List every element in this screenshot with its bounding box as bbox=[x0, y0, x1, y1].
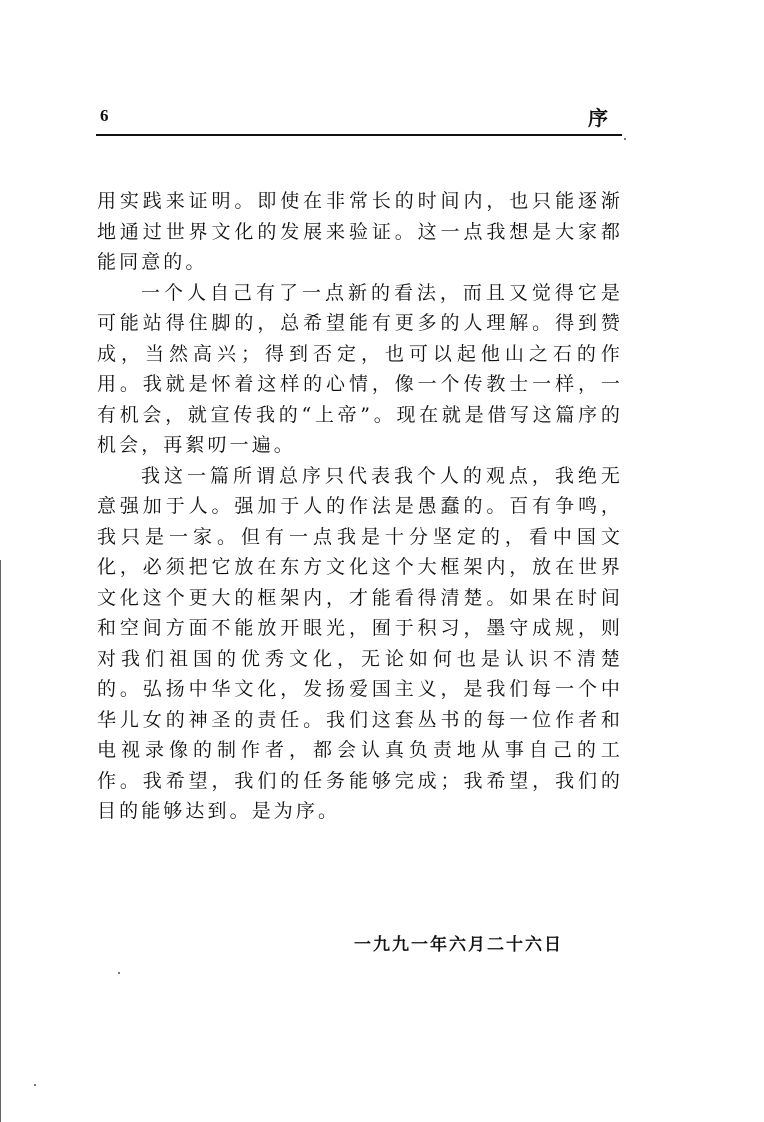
binding-edge-line bbox=[0, 560, 1, 1122]
header-rule bbox=[96, 134, 622, 136]
body-text bbox=[97, 186, 623, 827]
scan-speck bbox=[624, 138, 626, 140]
page-number: 6 bbox=[100, 106, 109, 125]
paragraph-3: 我这一篇所谓总序只代表我个人的观点，我绝无意强加于人。强加于人的作法是愚蠢的。百有争鸣，我只是一家。但有一点我是十分坚定的，看中国文化，必须把它放在东方文化这个大框架内，放在世界文化这个更大的框架内，才能看得清楚。如果在时间和空间方面不能放开眼光，囿于积习，墨守成规，则对我们祖国的优秀文化，无论如何也是认识不清楚的。弘扬中华文化，发扬爱国主义，是我们每一个中华儿女的神圣的责任。我们这套丛书的每一位作者和电视录像的制作者，都会认真负责地从事自己的工作。我希望，我们的任务能够完成；我希望，我们的目的能够达到。是为序。 bbox=[97, 464, 623, 822]
paragraph-1: 用实践来证明。即使在非常长的时间内，也只能逐渐地通过世界文化的发展来验证。这一点我想是大家都能同意的。 bbox=[97, 190, 623, 273]
paragraph-2: 一个人自己有了一点新的看法，而且又觉得它是可能站得住脚的，总希望能有更多的人理解。得到赞成，当然高兴；得到否定，也可以起他山之石的作用。我就是怀着这样的心情，像一个传教士一样，一有机会，就宣传我的“上帝”。现在就是借写这篇序的机会，再絮叨一遍。 bbox=[97, 281, 623, 456]
running-head: 序 bbox=[588, 106, 608, 130]
scan-speck bbox=[118, 972, 120, 974]
scan-speck bbox=[34, 1084, 36, 1086]
signature-date: 一九九一年六月二十六日 bbox=[354, 935, 563, 955]
